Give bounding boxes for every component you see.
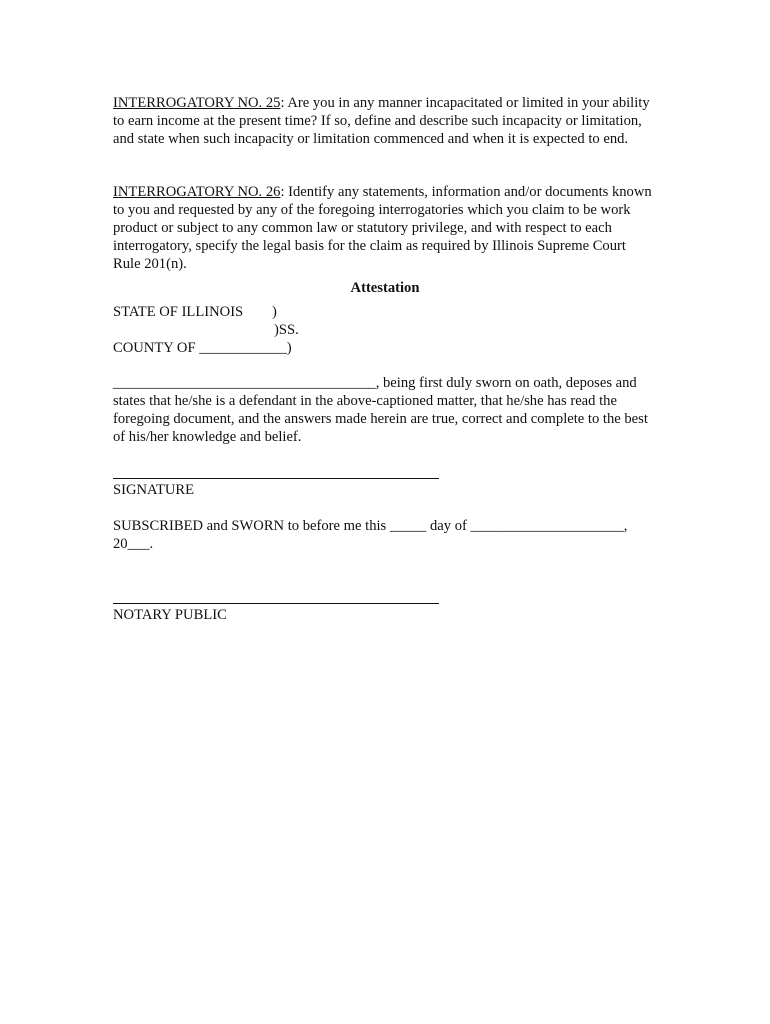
interrogatory-25 <box>113 94 653 148</box>
notary-signature-line <box>113 603 439 604</box>
ss-line: )SS. <box>274 322 299 338</box>
subscribed-year: 20___. <box>113 536 154 552</box>
subscribed-line: SUBSCRIBED and SWORN to before me this _____ day of _____________________, <box>113 518 628 534</box>
county-line: COUNTY OF ____________) <box>113 340 292 356</box>
notary-label: NOTARY PUBLIC <box>113 607 227 623</box>
interrogatory-25-label: INTERROGATORY NO. 25 <box>113 95 281 111</box>
state-line: STATE OF ILLINOIS <box>113 304 244 320</box>
state-paren: ) <box>272 304 277 320</box>
interrogatory-26 <box>113 183 653 273</box>
signature-line <box>113 478 439 479</box>
signature-label: SIGNATURE <box>113 482 195 498</box>
interrogatory-26-text: : Identify any statements, information and/or documents known to you and requested by any of the foregoing interrogatories which you claim to be work product or subject to any common law or statutory privilege, and with respect to each interrogatory, specify the legal basis for the claim as required by Illinois Supreme Court Rule 201(n). <box>113 184 652 272</box>
oath-paragraph: ____________________________________, being first duly sworn on oath, deposes and states that he/she is a defendant in the above-captioned matter, that he/she has read the foregoing document, and the answers made herein are true, correct and complete to the best of his/her knowledge and belief. <box>113 375 648 445</box>
interrogatory-26-label: INTERROGATORY NO. 26 <box>113 184 281 200</box>
interrogatory-25-text: : Are you in any manner incapacitated or limited in your ability to earn income at the present time? If so, define and describe such incapacity or limitation, and state when such incapacity or limitation commenced and when it is expected to end. <box>113 95 650 147</box>
attestation-heading: Attestation <box>350 280 420 296</box>
